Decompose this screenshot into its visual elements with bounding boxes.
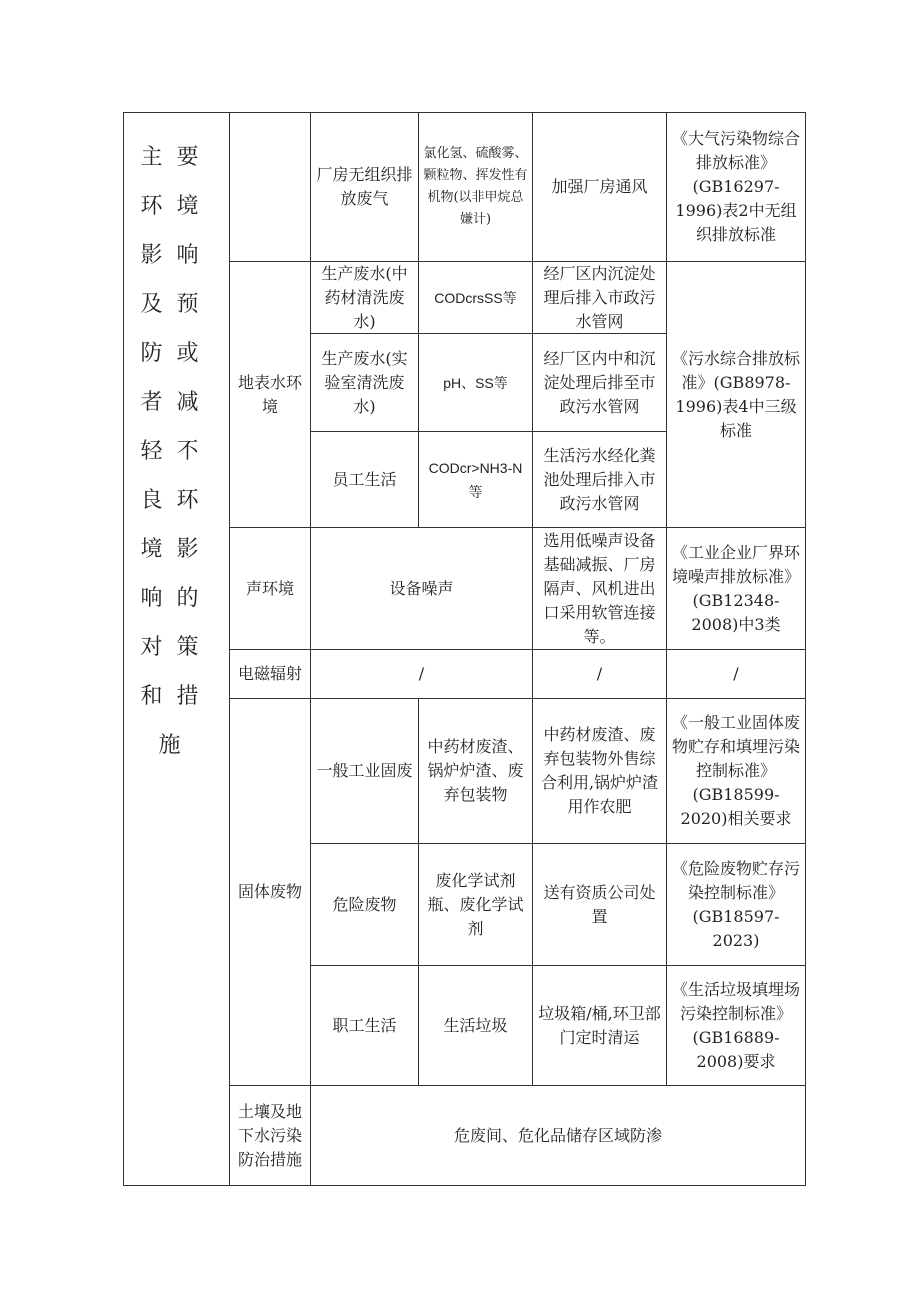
water-pollutant: CODcr>NH3-N等 <box>428 459 523 500</box>
water-measure: 经厂区内沉淀处理后排入市政污水管网 <box>543 263 656 331</box>
solid-measure: 送有资质公司处置 <box>543 882 656 926</box>
solid-standard: 《危险废物贮存污染控制标准》(GB18597-2023) <box>671 858 800 950</box>
water-source-cell <box>310 431 419 528</box>
solid-pollutant: 生活垃圾 <box>443 1015 508 1035</box>
em-standard-cell <box>666 649 806 699</box>
water-source: 生产废水(中药材清洗废水) <box>321 263 408 331</box>
solid-standard-cell <box>666 843 806 966</box>
solid-pollutant: 废化学试剂瓶、废化学试剂 <box>427 870 524 938</box>
noise-category-cell <box>229 527 311 650</box>
water-measure: 生活污水经化粪池处理后排入市政污水管网 <box>543 445 656 513</box>
em-measure-cell <box>532 649 667 699</box>
gas-pollutant: 氯化氢、硫酸雾、颗粒物、挥发性有机物(以非甲烷总嫌计) <box>423 146 528 227</box>
solid-pollutant: 中药材废渣、锅炉炉渣、废弃包装物 <box>427 737 524 804</box>
gas-measure-cell <box>532 112 667 262</box>
water-source-cell <box>310 261 419 334</box>
noise-standard-cell <box>666 527 806 650</box>
water-measure: 经厂区内中和沉淀处理后排至市政污水管网 <box>543 348 656 416</box>
solid-measure: 中药材废渣、废弃包装物外售综合利用,锅炉炉渣用作农肥 <box>540 725 659 816</box>
solid-source: 职工生活 <box>332 1015 397 1035</box>
solid-standard: 《一般工业固体废物贮存和填埋污染控制标准》(GB18599-2020)相关要求 <box>671 713 800 828</box>
soil-category-cell <box>229 1085 311 1186</box>
noise-source-cell <box>310 527 533 650</box>
water-pollutant-cell <box>418 333 533 432</box>
solid-category: 固体废物 <box>237 882 302 901</box>
solid-pollutant-cell <box>418 843 533 966</box>
solid-measure-cell <box>532 965 667 1086</box>
solid-source: 一般工业固废 <box>316 761 413 780</box>
water-source: 员工生活 <box>332 469 397 489</box>
water-standard: 《污水综合排放标准》(GB8978-1996)表4中三级标准 <box>671 348 800 440</box>
gas-category-cell <box>229 112 311 262</box>
noise-category: 声环境 <box>245 578 294 598</box>
water-pollutant-cell <box>418 431 533 528</box>
section-title-text: 主要环境影响及预防或者减轻不良环境影响的对策和措施 <box>140 145 213 758</box>
water-category-cell <box>229 261 311 528</box>
solid-measure-cell <box>532 843 667 966</box>
noise-standard: 《工业企业厂界环境噪声排放标准》(GB12348-2008)中3类 <box>671 542 800 634</box>
solid-source-cell <box>310 698 419 844</box>
gas-standard-cell <box>666 112 806 262</box>
noise-source: 设备噪声 <box>389 578 454 598</box>
noise-measure-cell <box>532 527 667 650</box>
noise-measure: 选用低噪声设备基础减振、厂房隔声、风机进出口采用软管连接等。 <box>543 530 656 646</box>
soil-measure-cell <box>310 1085 806 1186</box>
em-category-cell <box>229 649 311 699</box>
em-category: 电磁辐射 <box>237 664 302 683</box>
solid-source-cell <box>310 843 419 966</box>
water-source-cell <box>310 333 419 432</box>
em-source-cell <box>310 649 533 699</box>
solid-measure: 垃圾箱/桶,环卫部门定时清运 <box>538 1003 661 1047</box>
soil-category: 土壤及地下水污染防治措施 <box>237 1101 302 1169</box>
solid-pollutant-cell <box>418 965 533 1086</box>
solid-category-cell <box>229 698 311 1086</box>
solid-pollutant-cell <box>418 698 533 844</box>
water-pollutant: CODcrsSS等 <box>434 289 517 306</box>
water-category: 地表水环境 <box>237 372 302 416</box>
gas-source-cell <box>310 112 419 262</box>
em-standard: / <box>733 664 739 683</box>
water-measure-cell <box>532 261 667 334</box>
gas-source: 厂房无组织排放废气 <box>316 165 413 208</box>
water-source: 生产废水(实验室清洗废水) <box>321 348 408 416</box>
gas-pollutant-cell <box>418 112 533 262</box>
em-source: / <box>418 664 425 683</box>
section-title <box>123 112 230 1186</box>
solid-measure-cell <box>532 698 667 844</box>
solid-source-cell <box>310 965 419 1086</box>
gas-standard: 《大气污染物综合排放标准》(GB16297-1996)表2中无组织排放标准 <box>671 129 800 244</box>
solid-source: 危险废物 <box>332 894 397 914</box>
water-measure-cell <box>532 431 667 528</box>
gas-measure: 加强厂房通风 <box>551 177 648 196</box>
solid-standard-cell <box>666 965 806 1086</box>
soil-measure: 危废间、危化品储存区域防渗 <box>453 1125 662 1145</box>
water-standard-cell <box>666 261 806 528</box>
solid-standard-cell <box>666 698 806 844</box>
water-pollutant-cell <box>418 261 533 334</box>
water-measure-cell <box>532 333 667 432</box>
solid-standard: 《生活垃圾填埋场污染控制标准》(GB16889-2008)要求 <box>671 979 800 1071</box>
water-pollutant: pH、SS等 <box>443 374 508 391</box>
em-measure: / <box>596 664 603 683</box>
